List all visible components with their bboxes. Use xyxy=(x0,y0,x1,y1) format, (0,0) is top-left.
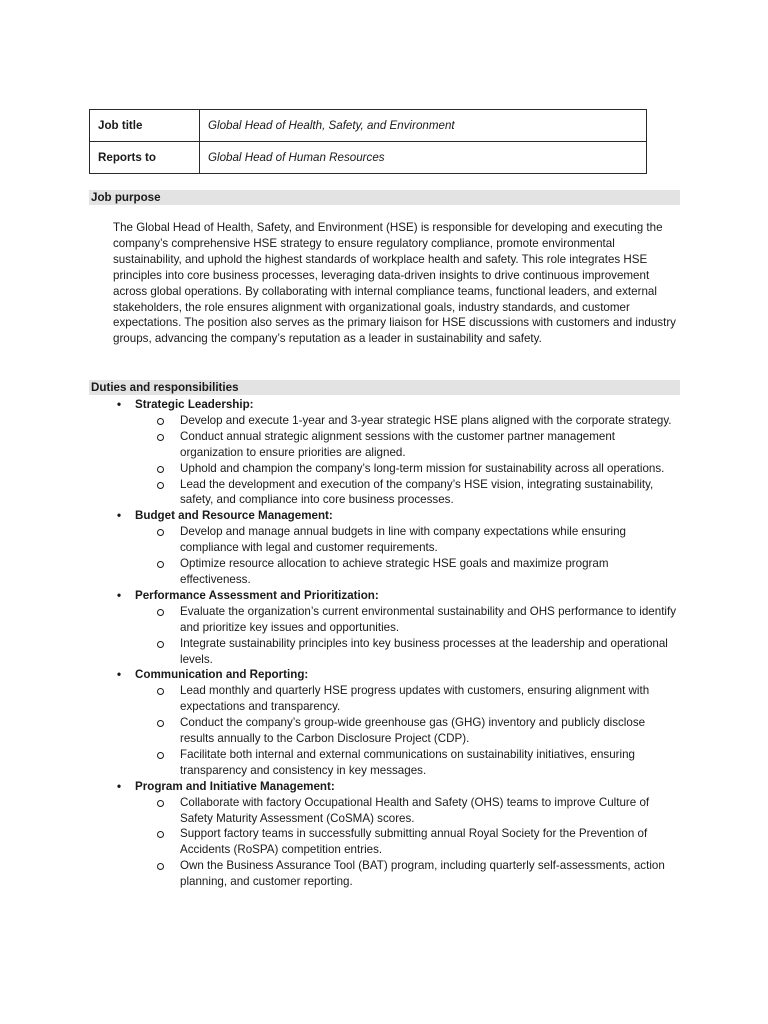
list-item-text: Lead the development and execution of the company’s HSE vision, integrating sustainability, safety, and compliance into core business processes. xyxy=(180,477,654,507)
bullet-icon: • xyxy=(116,779,122,793)
sub-list xyxy=(89,524,680,588)
list-item xyxy=(89,604,680,636)
circle-bullet-icon xyxy=(157,720,164,727)
circle-bullet-icon xyxy=(157,466,164,473)
circle-bullet-icon xyxy=(157,482,164,489)
list-item-text: Own the Business Assurance Tool (BAT) program, including quarterly self-assessments, action planning, and customer reporting. xyxy=(180,859,665,889)
duty-group-performance xyxy=(89,588,680,668)
bullet-icon: • xyxy=(116,398,122,411)
list-item xyxy=(89,477,680,509)
list-item xyxy=(89,715,680,747)
table-row xyxy=(90,142,647,174)
circle-bullet-icon xyxy=(157,609,164,616)
job-title-value: Global Head of Health, Safety, and Environment xyxy=(200,110,647,142)
duty-group-communication xyxy=(89,667,680,778)
list-item-text: Optimize resource allocation to achieve strategic HSE goals and maximize program effectiveness. xyxy=(180,557,609,586)
list-item-text: Collaborate with factory Occupational Health and Safety (OHS) teams to improve Culture of Safety Maturity Assessment (CoSMA) scores. xyxy=(180,795,650,825)
duties-list xyxy=(89,397,680,890)
list-item xyxy=(89,683,680,715)
list-item-text: Conduct annual strategic alignment sessions with the customer partner management organization to ensure priorities are aligned. xyxy=(180,429,615,459)
circle-bullet-icon xyxy=(157,434,164,441)
duty-group-title: Budget and Resource Management: xyxy=(135,509,333,523)
job-title-label: Job title xyxy=(90,110,200,142)
duty-group-title: Performance Assessment and Prioritization: xyxy=(135,588,379,602)
sub-list xyxy=(89,413,680,508)
reports-to-value: Global Head of Human Resources xyxy=(200,142,647,174)
duties-heading: Duties and responsibilities xyxy=(89,380,680,395)
duty-group-budget xyxy=(89,508,680,588)
circle-bullet-icon xyxy=(157,529,164,536)
list-item xyxy=(89,556,680,588)
list-item xyxy=(89,826,680,858)
list-item-text: Facilitate both internal and external communications on sustainability initiatives, ensuring transparency and consistency in key messages. xyxy=(180,747,635,777)
bullet-icon: • xyxy=(116,668,122,682)
duty-group-title: Communication and Reporting: xyxy=(135,668,309,682)
job-info-table xyxy=(89,109,647,174)
sub-list xyxy=(89,795,680,890)
list-item-text: Integrate sustainability principles into key business processes at the leadership and operational levels. xyxy=(180,636,668,666)
duty-group-title: Program and Initiative Management: xyxy=(135,779,335,793)
duty-group-strategic-leadership xyxy=(89,397,680,508)
circle-bullet-icon xyxy=(157,800,164,807)
list-item xyxy=(89,413,680,429)
duty-group-title: Strategic Leadership: xyxy=(135,398,254,411)
list-item-text: Uphold and champion the company’s long-term mission for sustainability across all operations. xyxy=(180,461,665,475)
table-row xyxy=(90,110,647,142)
list-item-text: Conduct the company’s group-wide greenhouse gas (GHG) inventory and publicly disclose results annually to the Carbon Disclosure Project (CDP). xyxy=(180,716,646,746)
list-item-text: Develop and manage annual budgets in line with company expectations while ensuring compliance with legal and customer requirements. xyxy=(180,525,627,555)
duty-group-program xyxy=(89,779,680,890)
bullet-icon: • xyxy=(116,509,122,523)
list-item xyxy=(89,461,680,477)
list-item-text: Support factory teams in successfully submitting annual Royal Society for the Prevention of Accidents (RoSPA) competition entries. xyxy=(180,827,648,857)
circle-bullet-icon xyxy=(157,561,164,568)
circle-bullet-icon xyxy=(157,688,164,695)
bullet-icon: • xyxy=(116,588,122,602)
list-item xyxy=(89,429,680,461)
job-purpose-heading: Job purpose xyxy=(89,190,680,205)
list-item-text: Evaluate the organization’s current environmental sustainability and OHS performance to identify and prioritize key issues and opportunities. xyxy=(180,604,677,634)
sub-list xyxy=(89,604,680,668)
list-item xyxy=(89,858,680,890)
list-item xyxy=(89,636,680,668)
list-item-text: Lead monthly and quarterly HSE progress updates with customers, ensuring alignment with expectations and transparency. xyxy=(180,684,650,714)
circle-bullet-icon xyxy=(157,418,164,425)
list-item xyxy=(89,524,680,556)
circle-bullet-icon xyxy=(157,863,164,870)
list-item-text: Develop and execute 1-year and 3-year strategic HSE plans aligned with the corporate strategy. xyxy=(180,413,672,427)
sub-list xyxy=(89,683,680,778)
circle-bullet-icon xyxy=(157,831,164,838)
circle-bullet-icon xyxy=(157,752,164,759)
list-item xyxy=(89,747,680,779)
job-purpose-text: The Global Head of Health, Safety, and Environment (HSE) is responsible for developing and executing the company’s comprehensive HSE strategy to ensure regulatory compliance, promote environmental sustainability, and uphold the highest standards of workplace health and safety. This role integrates HSE principles into core business processes, leveraging data-driven insights to drive continuous improvement across global operations. By collaborating with internal compliance teams, functional leaders, and external stakeholders, the role ensures alignment with organizational goals, industry standards, and customer expectations. The position also serves as the primary liaison for HSE discussions with customers and industry groups, advancing the company’s reputation as a leader in sustainability and safety. xyxy=(113,221,676,346)
reports-to-label: Reports to xyxy=(90,142,200,174)
list-item xyxy=(89,795,680,827)
circle-bullet-icon xyxy=(157,641,164,648)
